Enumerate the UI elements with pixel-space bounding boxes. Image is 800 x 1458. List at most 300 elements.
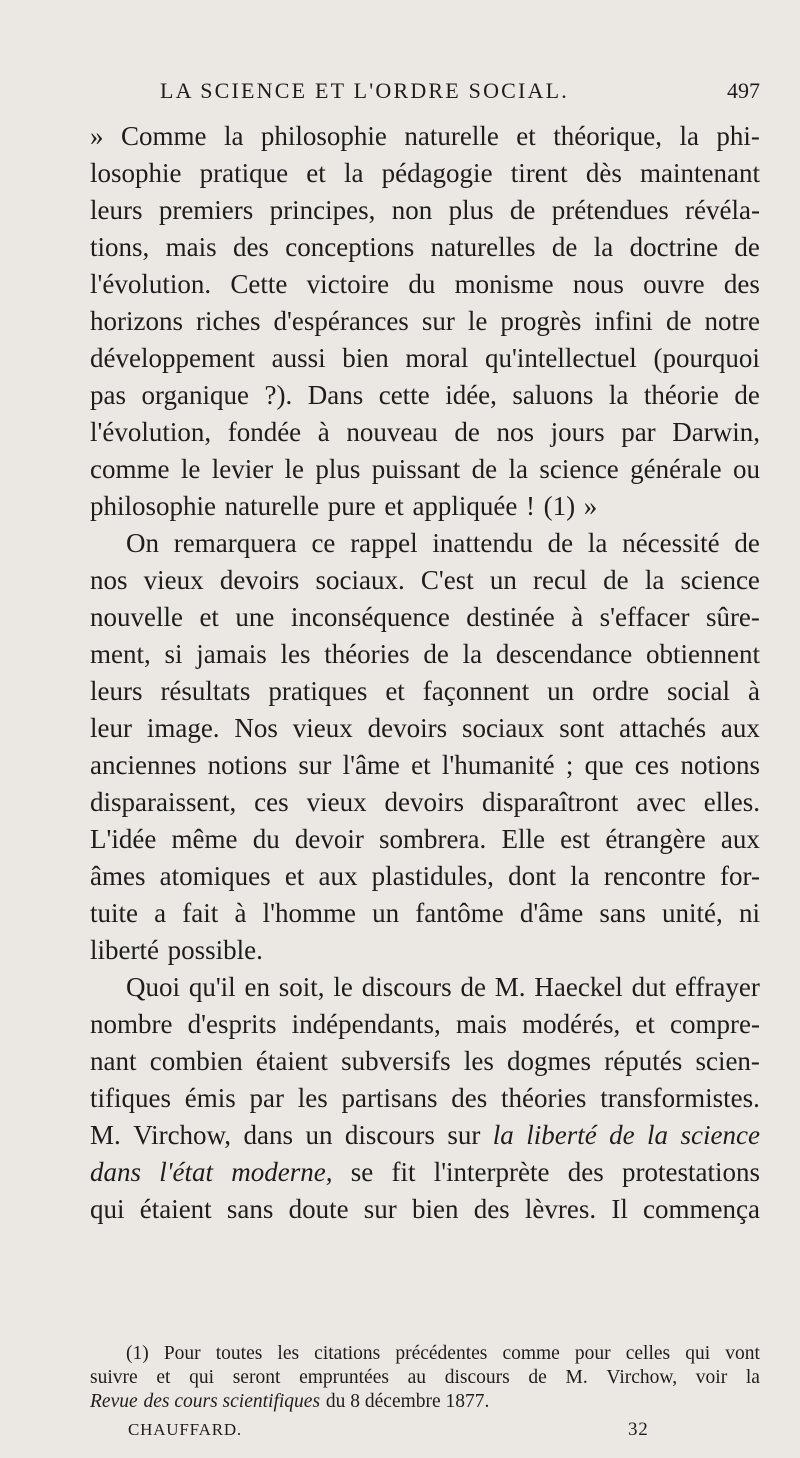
word: remarquera	[173, 528, 297, 558]
word: et	[199, 602, 219, 632]
paragraph-3	[90, 969, 760, 1228]
word: jours	[550, 417, 605, 447]
word: les	[277, 1343, 300, 1364]
word: jamais	[196, 639, 267, 669]
word: à	[234, 898, 247, 928]
word: sur	[447, 1120, 481, 1150]
text-line	[90, 303, 760, 340]
word: Darwin,	[672, 417, 760, 447]
italic-word: la	[647, 1120, 669, 1150]
word: Comme	[120, 121, 207, 151]
word: vieux	[306, 787, 367, 817]
word: (1)	[543, 491, 576, 521]
text-line	[90, 1043, 760, 1080]
text-line	[90, 932, 760, 969]
word: scien-	[695, 1046, 760, 1076]
word: atomiques	[159, 861, 271, 891]
word: maintenant	[640, 158, 760, 188]
word: vieux	[292, 713, 353, 743]
text-line-with-italic	[90, 1154, 760, 1191]
footnote-italic: des cours scientifiques	[143, 1391, 321, 1412]
word: naturelle	[404, 121, 499, 151]
word: cette	[378, 380, 430, 410]
word: infini	[594, 306, 653, 336]
word: horizons	[90, 306, 183, 336]
word: ?).	[264, 380, 293, 410]
word: du	[408, 269, 436, 299]
word: obtiennent	[646, 639, 760, 669]
word: l'interprète	[433, 1157, 550, 1187]
text-line	[90, 118, 760, 155]
word: les	[280, 639, 311, 669]
word: théories	[500, 1083, 587, 1113]
word: sociaux.	[315, 565, 405, 595]
word: nos	[90, 565, 128, 595]
paragraph-1	[90, 118, 760, 525]
running-head	[160, 74, 760, 108]
text-line	[90, 562, 760, 599]
word: fit	[391, 1157, 416, 1187]
word: en	[244, 972, 270, 1002]
word: possible.	[167, 935, 263, 965]
word: subversifs	[341, 1046, 451, 1076]
word: premiers	[158, 195, 254, 225]
word: âmes	[90, 861, 146, 891]
word: (pourquoi	[653, 343, 760, 373]
word: théorie	[643, 380, 719, 410]
word: l'évolution,	[90, 417, 212, 447]
text-line	[90, 673, 760, 710]
word: notions	[680, 750, 760, 780]
word: riches	[196, 306, 261, 336]
word: à	[747, 676, 760, 706]
word: On	[126, 528, 159, 558]
word: un	[547, 676, 575, 706]
word: leurs	[90, 195, 143, 225]
word: tions,	[90, 232, 150, 262]
page-number: 497	[727, 78, 760, 103]
word: des	[723, 269, 760, 299]
footnote-italic: Revue	[90, 1391, 138, 1412]
word: qui	[189, 1367, 215, 1388]
word: comme	[502, 1343, 560, 1364]
word: des	[232, 232, 269, 262]
word: nouveau	[346, 417, 438, 447]
word: qu'intellectuel	[485, 343, 637, 373]
word: protestations	[621, 1157, 760, 1187]
word: losophie	[90, 158, 182, 188]
word: rappel	[350, 528, 418, 558]
word: ;	[565, 750, 574, 780]
word: théories	[324, 639, 410, 669]
word: »	[90, 121, 104, 151]
word: d'esprits	[187, 1009, 277, 1039]
word: vieux	[143, 565, 204, 595]
word: C'est	[420, 565, 474, 595]
italic-word: moderne,	[231, 1157, 333, 1187]
text-line	[90, 229, 760, 266]
word: façonnent	[422, 676, 530, 706]
word: dans	[243, 1120, 293, 1150]
text-line	[90, 525, 760, 562]
word: voir	[695, 1367, 728, 1388]
word: l'évolution.	[90, 269, 212, 299]
word: de	[423, 639, 449, 669]
word: fait	[182, 898, 219, 928]
word: effrayer	[674, 972, 760, 1002]
word: pure	[327, 491, 376, 521]
word: philosophie	[260, 121, 387, 151]
text-line	[90, 710, 760, 747]
word: non	[391, 195, 433, 225]
word: Virchow,	[606, 1367, 678, 1388]
footnote-line	[90, 1366, 760, 1390]
word: Dans	[307, 380, 364, 410]
word: idée,	[445, 380, 497, 410]
word: avec	[636, 787, 686, 817]
word: aux	[318, 861, 358, 891]
word: dogmes	[507, 1046, 592, 1076]
footnote-line	[90, 1390, 760, 1414]
word: nant	[90, 1046, 137, 1076]
word: rencontre	[603, 861, 706, 891]
running-title: LA SCIENCE ET L'ORDRE SOCIAL.	[160, 78, 569, 103]
word: tuite	[90, 898, 138, 928]
word: nos	[496, 417, 534, 447]
word: générale	[630, 454, 722, 484]
italic-word: liberté	[526, 1120, 597, 1150]
word: et	[516, 121, 536, 151]
word: plus	[315, 454, 361, 484]
word: vont	[725, 1343, 760, 1364]
word: recul	[533, 565, 588, 595]
word: s'effacer	[599, 602, 690, 632]
word: naturelle	[224, 491, 320, 521]
word: disparaissent,	[90, 787, 237, 817]
word: transformistes.	[600, 1083, 760, 1113]
word: et	[284, 861, 305, 891]
word: sans	[226, 1194, 274, 1224]
word: for-	[720, 861, 760, 891]
word: soit,	[278, 972, 325, 1002]
word: liberté	[90, 935, 159, 965]
word: aux	[720, 713, 760, 743]
word: qu'il	[188, 972, 236, 1002]
word: la	[223, 121, 244, 151]
signature-mark: 32	[628, 1419, 649, 1440]
word: disparaîtront	[481, 787, 619, 817]
text-line	[90, 636, 760, 673]
word: descendance	[495, 639, 633, 669]
word: sombrera.	[379, 824, 487, 854]
word: Nos	[234, 713, 278, 743]
word: victoire	[306, 269, 390, 299]
word: aux	[720, 824, 760, 854]
word: progrès	[500, 306, 582, 336]
text-line	[90, 340, 760, 377]
word: d'âme	[519, 898, 584, 928]
word: devoirs	[384, 787, 465, 817]
word: de	[734, 380, 760, 410]
word: le	[467, 306, 488, 336]
word: ordre	[592, 676, 650, 706]
word: devoirs	[219, 565, 300, 595]
text-line	[90, 377, 760, 414]
word: discours	[344, 1120, 435, 1150]
word: science	[539, 454, 619, 484]
word: et	[411, 750, 431, 780]
word: que	[584, 750, 624, 780]
word: pédagogie	[381, 158, 493, 188]
word: un	[489, 565, 517, 595]
word: monisme	[454, 269, 554, 299]
word: réputés	[604, 1046, 683, 1076]
word: sur	[363, 1194, 397, 1224]
word: sont	[559, 713, 605, 743]
printer-signature: CHAUFFARD.	[128, 1420, 242, 1439]
word: Elle	[501, 824, 545, 854]
word: sur	[298, 750, 332, 780]
word: destinée	[466, 602, 555, 632]
word: émis	[184, 1083, 236, 1113]
word: celles	[625, 1343, 671, 1364]
word: la	[745, 1367, 760, 1388]
word: ment,	[90, 639, 151, 669]
word: !	[526, 491, 536, 521]
text-line	[90, 192, 760, 229]
word: la	[644, 565, 665, 595]
word: et	[384, 491, 404, 521]
word: puissant	[371, 454, 461, 484]
word: compre-	[670, 1009, 760, 1039]
word: nombre	[90, 1009, 173, 1039]
word: ou	[732, 454, 760, 484]
word: ouvre	[643, 269, 705, 299]
text-line	[90, 1191, 760, 1228]
italic-word: dans	[90, 1157, 142, 1187]
word: l'âme	[342, 750, 400, 780]
word: image.	[146, 713, 220, 743]
text-line	[90, 414, 760, 451]
word: le	[333, 972, 353, 1002]
text-line	[90, 155, 760, 192]
body-text	[90, 118, 760, 1228]
word: devoir	[294, 824, 364, 854]
text-line	[90, 1080, 760, 1117]
word: Quoi	[126, 972, 180, 1002]
word: plastidules,	[371, 861, 494, 891]
text-line	[90, 747, 760, 784]
word: combien	[149, 1046, 243, 1076]
word: aussi	[271, 343, 326, 373]
word: appliquée	[412, 491, 518, 521]
italic-word: la	[492, 1120, 514, 1150]
word: fantôme	[415, 898, 504, 928]
word: et	[385, 676, 405, 706]
word: seront	[232, 1367, 281, 1388]
word: sur	[421, 306, 455, 336]
word: doctrine	[629, 232, 719, 262]
word: la	[593, 232, 614, 262]
word: ces	[634, 750, 670, 780]
word: pratique	[199, 158, 289, 188]
word: principes,	[269, 195, 376, 225]
word: ces	[254, 787, 289, 817]
word: si	[164, 639, 183, 669]
word: nécessité	[622, 528, 720, 558]
word: de	[547, 528, 574, 558]
word: »	[583, 491, 598, 521]
word: et	[156, 1367, 171, 1388]
word: une	[235, 602, 275, 632]
word: la	[679, 121, 699, 151]
word: inconséquence	[290, 602, 450, 632]
word: pratiques	[268, 676, 368, 706]
italic-word: science	[680, 1120, 760, 1150]
word: leur	[90, 713, 132, 743]
word: saluons	[512, 380, 594, 410]
word: mais	[455, 1009, 507, 1039]
footnote-text: du 8 décembre 1877.	[325, 1391, 490, 1412]
word: à	[317, 417, 330, 447]
word: l'humanité	[441, 750, 555, 780]
word: doute	[288, 1194, 349, 1224]
word: de	[665, 306, 692, 336]
word: pour	[574, 1343, 611, 1364]
italic-word: l'état	[159, 1157, 214, 1187]
text-line	[90, 599, 760, 636]
word: de	[603, 565, 629, 595]
word: tifiques	[90, 1083, 171, 1113]
word: leurs	[90, 676, 143, 706]
paragraph-2	[90, 525, 760, 969]
text-line	[90, 895, 760, 932]
text-line	[90, 821, 760, 858]
italic-word: de	[609, 1120, 635, 1150]
word: levier	[211, 454, 274, 484]
text-line	[90, 858, 760, 895]
word: de	[460, 972, 486, 1002]
word: phi-	[716, 121, 760, 151]
text-line	[90, 1006, 760, 1043]
word: les	[463, 1046, 494, 1076]
word: étaient	[139, 1194, 212, 1224]
word: moral	[405, 343, 469, 373]
word: et	[306, 158, 326, 188]
word: se	[350, 1157, 374, 1187]
word: nous	[572, 269, 624, 299]
word: plus	[448, 195, 494, 225]
word: unité,	[662, 898, 723, 928]
word: dès	[585, 158, 622, 188]
word: théorique,	[553, 121, 662, 151]
word: anciennes	[90, 750, 197, 780]
text-line	[90, 451, 760, 488]
word: dut	[631, 972, 667, 1002]
text-line	[90, 784, 760, 821]
word: (1)	[126, 1343, 149, 1364]
word: inattendu	[432, 528, 533, 558]
word: le	[284, 454, 305, 484]
word: la	[462, 639, 483, 669]
word: fondée	[227, 417, 302, 447]
word: résultats	[160, 676, 251, 706]
word: devoirs	[367, 713, 448, 743]
word: de	[528, 1367, 547, 1388]
word: qui	[90, 1194, 125, 1224]
word: un	[305, 1120, 333, 1150]
signature-line	[90, 1418, 760, 1444]
word: notions	[207, 750, 288, 780]
word: ce	[311, 528, 336, 558]
word: et	[635, 1009, 655, 1039]
word: à	[571, 602, 584, 632]
word: de	[551, 232, 578, 262]
word: de	[734, 528, 760, 558]
word: Cette	[230, 269, 288, 299]
word: de	[509, 195, 536, 225]
word: empruntées	[299, 1367, 389, 1388]
word: mais	[165, 232, 217, 262]
word: partisans	[341, 1083, 438, 1113]
word: la	[570, 861, 590, 891]
word: comme	[90, 454, 170, 484]
word: bien	[412, 1194, 459, 1224]
word: développement	[90, 343, 255, 373]
word: dont	[508, 861, 557, 891]
word: la	[587, 528, 608, 558]
word: révéla-	[685, 195, 760, 225]
word: sans	[599, 898, 646, 928]
word: des	[567, 1157, 604, 1187]
text-line-with-italic	[90, 1117, 760, 1154]
word: de	[471, 454, 498, 484]
word: nouvelle	[90, 602, 183, 632]
word: par	[249, 1083, 284, 1113]
word: la	[343, 158, 364, 188]
footnote-line	[90, 1342, 760, 1366]
word: précédentes	[395, 1343, 488, 1364]
word: a	[154, 898, 167, 928]
word: suivre	[90, 1367, 138, 1388]
word: qui	[685, 1343, 711, 1364]
text-line	[90, 969, 760, 1006]
word: ni	[738, 898, 760, 928]
word: toutes	[215, 1343, 263, 1364]
word: organique	[141, 380, 249, 410]
word: les	[297, 1083, 328, 1113]
word: attachés	[619, 713, 707, 743]
word: Il	[611, 1194, 628, 1224]
word: M.	[90, 1120, 121, 1150]
word: bien	[342, 343, 389, 373]
word: science	[680, 565, 760, 595]
word: conceptions	[285, 232, 415, 262]
word: de	[734, 232, 760, 262]
word: prétendues	[551, 195, 669, 225]
word: Haeckel	[534, 972, 623, 1002]
word: naturelles	[430, 232, 536, 262]
word: discours	[444, 1367, 510, 1388]
word: des	[473, 1194, 510, 1224]
word: citations	[314, 1343, 381, 1364]
word: commença	[643, 1194, 760, 1224]
word: sociaux	[461, 713, 545, 743]
word: du	[252, 824, 280, 854]
word: modérés,	[522, 1009, 621, 1039]
word: le	[180, 454, 201, 484]
word: l'homme	[262, 898, 356, 928]
